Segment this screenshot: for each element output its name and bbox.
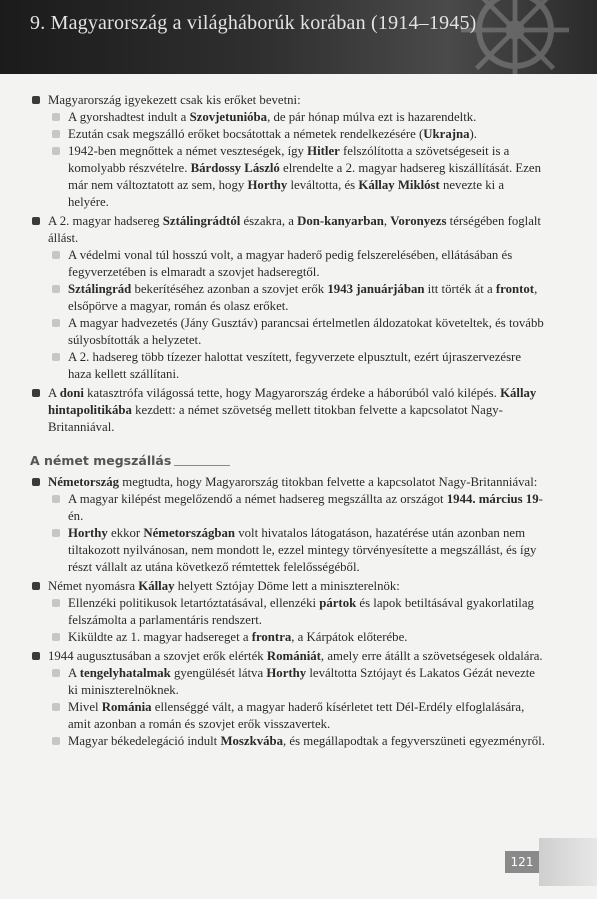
text-run: , de pár hónap múlva ezt is hazarendeltk. [267,110,477,124]
text-run: északra, a [240,214,298,228]
list-item [30,143,545,211]
list-item [30,247,545,281]
list-item [30,595,545,629]
bold-term: Bárdossy László [190,161,280,175]
section-heading [30,452,545,469]
square-bullet-icon [32,478,40,486]
sub-bullet-icon [52,599,60,607]
list-item [30,665,545,699]
bold-term: doni [59,386,84,400]
list-item [30,92,545,109]
sub-bullet-icon [52,703,60,711]
bold-term: Ukrajna [423,127,470,141]
text-run: kezdett: a német szövetség mellett titokban felvette a kapcsolatot Nagy-Britanniával. [48,403,503,434]
sub-bullet-icon [52,669,60,677]
sub-bullet-icon [52,495,60,503]
chapter-header [0,0,597,74]
section-title-occupation: A német megszállás [30,452,174,469]
text-run: felszólította a szövetségeseit is a komolyabb részvételre. [68,144,510,175]
sub-bullet-icon [52,130,60,138]
text-run: Magyarország igyekezett csak kis erőket bevetni: [48,93,301,107]
text-run: leváltotta Sztójayt és Lakatos Gézát nevezte ki miniszterelnöknek. [68,666,535,697]
sub-bullet-icon [52,529,60,537]
text-run: A gyorshadtest indult a [68,110,190,124]
list-item [30,699,545,733]
bold-term: Németországban [143,526,236,540]
text-run: ekkor [107,526,144,540]
list-item [30,491,545,525]
list-item [30,213,545,247]
page-number: 121 [505,851,539,873]
bold-term: Horthy [266,666,307,680]
bold-term: Németország [48,475,120,489]
list-item [30,578,545,595]
text-run: katasztrófa világossá tette, hogy Magyarország érdeke a háborúból való kilépés. [83,386,501,400]
bold-term: Moszkvába [220,734,284,748]
bold-term: Szovjetunióba [189,110,268,124]
text-run: leváltotta, és [287,178,359,192]
square-bullet-icon [32,389,40,397]
list-item [30,385,545,436]
text-run: és lapok betiltásával gyakorlatilag felszámolta a parlamentáris rendszert. [68,596,534,627]
text-run: térségében foglalt állást. [48,214,541,245]
text-run: bekerítéséhez azonban a szovjet erők [131,282,328,296]
sub-bullet-icon [52,319,60,327]
bold-term: frontra [251,630,292,644]
text-run: Ezután csak megszálló erőket bocsátottak a németek rendelkezésére ( [68,127,424,141]
sub-bullet-icon [52,251,60,259]
text-run: Német nyomásra [48,579,139,593]
text-run: Kiküldte az 1. magyar hadsereget a [68,630,252,644]
sub-bullet-icon [52,353,60,361]
bold-term: Voronyezs [390,214,447,228]
bullet-list-war [30,92,545,436]
text-run: , és megállapodtak a fegyverszüneti egyezményről. [283,734,545,748]
text-run: , elsőpörve a magyar, román és olasz erőket. [68,282,538,313]
text-run: 1942-ben megnőttek a német veszteségek, így [68,144,308,158]
text-run: volt hivatalos látogatáson, hazatérése után azonban nem tiltakozott nyilvánosan, nem mondott le, ezzel mintegy törvényesítette a megszállást, és így részt vállalt az utána következő rémtettek felelősségéből. [68,526,537,574]
bold-term: Romániát [266,649,321,663]
text-run: A 2. magyar hadsereg [48,214,163,228]
text-run: 1944 augusztusában a szovjet erők elérték [48,649,267,663]
text-run: A magyar kilépést megelőzendő a német hadsereg megszállta az országot [68,492,447,506]
bold-term: Románia [101,700,152,714]
chapter-title: 9. Magyarország a világháborúk korában (1914–1945) [30,12,477,34]
sub-bullet-icon [52,633,60,641]
bold-term: Sztálingrád [68,282,132,296]
list-item [30,525,545,576]
list-item [30,629,545,646]
page-content [30,90,545,750]
list-item [30,474,545,491]
bold-term: 1943 januárjában [327,282,425,296]
bold-term: Horthy [68,526,108,540]
text-run: ). [469,127,477,141]
text-run: Magyar békedelegáció indult [68,734,221,748]
list-item [30,733,545,750]
bold-term: Kállay [138,579,175,593]
text-run: A magyar hadvezetés (Jány Gusztáv) parancsai értelmetlen áldozatokat követeltek, és tovább súlyosbították a helyzetet. [68,316,544,347]
list-item [30,648,545,665]
sub-bullet-icon [52,285,60,293]
bold-term: Kállay Miklóst [358,178,440,192]
text-run: Ellenzéki politikusok letartóztatásával, ellenzéki [68,596,320,610]
text-run: A 2. hadsereg több tízezer halottat veszített, fegyverzete elpusztult, ezért újraszervezésre haza kellett szállítani. [68,350,522,381]
text-run: , [383,214,391,228]
text-run: itt törték át a [424,282,496,296]
sub-bullet-icon [52,147,60,155]
bold-term: Sztálingrádtól [162,214,241,228]
text-run: , amely erre átállt a szövetségesek oldalára. [320,649,543,663]
bold-term: Hitler [307,144,340,158]
text-run: helyett Sztójay Döme lett a miniszterelnök: [174,579,400,593]
text-run: , a Kárpátok előterébe. [291,630,408,644]
bold-term: tengelyhatalmak [79,666,171,680]
bold-term: Don-kanyarban [297,214,384,228]
text-run: A védelmi vonal túl hosszú volt, a magyar haderő pedig felszerelésében, ellátásában és fegyverzetében is elmaradt a szovjet hadseregtől. [68,248,513,279]
list-item [30,349,545,383]
text-run: elrendelte a 2. magyar hadsereg kiszállítását. Ezen már nem változtatott az sem, hogy [68,161,541,192]
text-run: ellenséggé vált, a magyar haderő kísérletet tett Dél-Erdély elfoglalására, amit azonban a román és szovjet erők visszavertek. [68,700,525,731]
page-edge-bar [539,838,597,886]
sub-bullet-icon [52,737,60,745]
text-run: A [48,386,60,400]
bold-term: Kállay hintapolitikába [48,386,537,417]
list-item [30,281,545,315]
list-item [30,315,545,349]
square-bullet-icon [32,582,40,590]
square-bullet-icon [32,217,40,225]
text-run: nevezte ki a helyére. [68,178,505,209]
bold-term: 1944. március 19 [446,492,539,506]
sub-bullet-icon [52,113,60,121]
list-item [30,126,545,143]
square-bullet-icon [32,96,40,104]
text-run: A [68,666,80,680]
bold-term: Horthy [247,178,288,192]
bold-term: frontot [495,282,535,296]
list-item [30,109,545,126]
text-run: Mivel [68,700,102,714]
text-run: -én. [68,492,543,523]
bold-term: pártok [319,596,357,610]
bullet-list-occupation [30,474,545,750]
text-run: gyengülését látva [170,666,267,680]
text-run: megtudta, hogy Magyarország titokban felvette a kapcsolatot Nagy-Britanniával: [119,475,538,489]
square-bullet-icon [32,652,40,660]
